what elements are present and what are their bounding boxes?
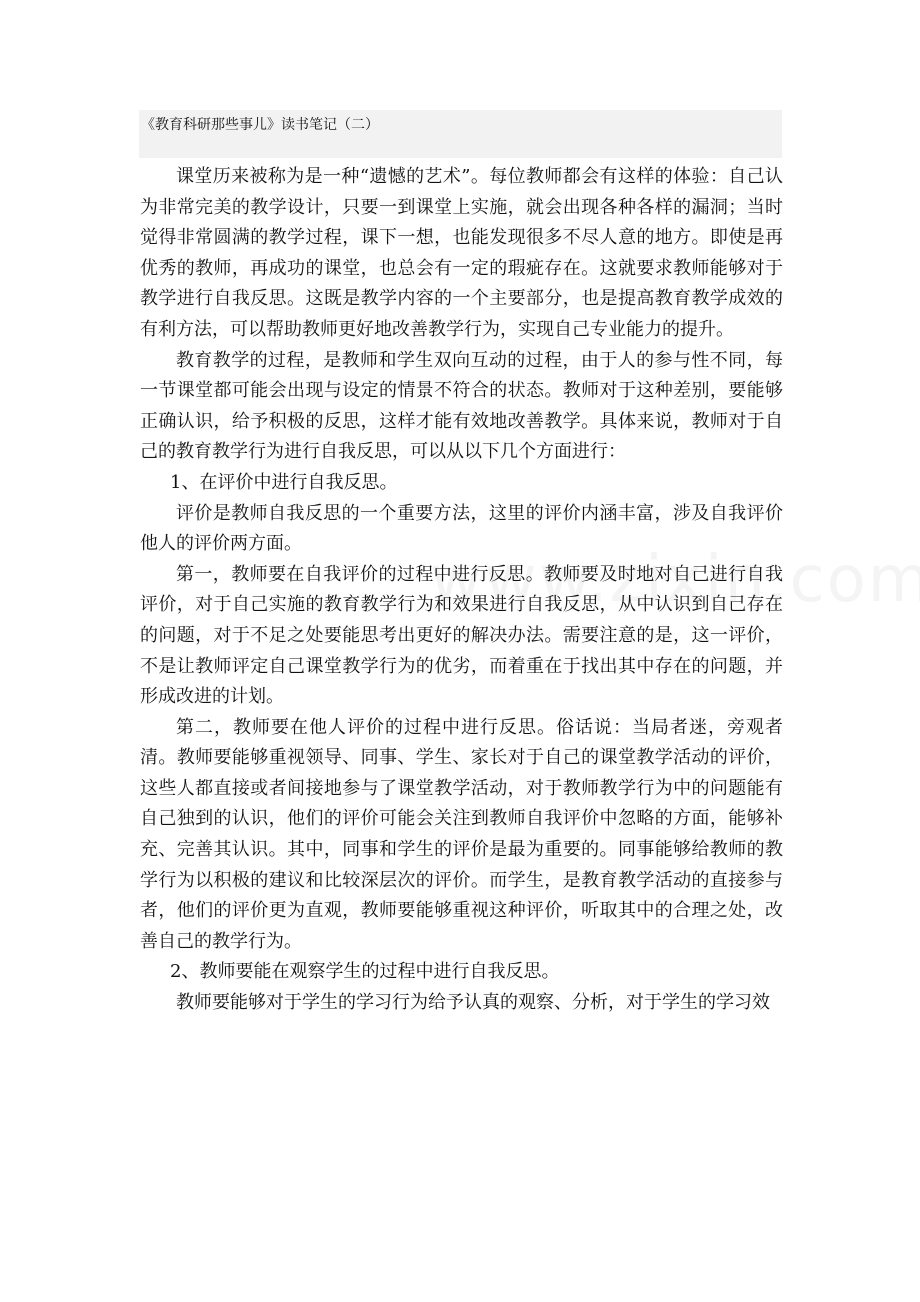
paragraph-evaluation: 评价是教师自我反思的一个重要方法，这里的评价内涵丰富，涉及自我评价他人的评价两方面。 [140, 502, 783, 555]
paragraph-others-evaluation: 第二，教师要在他人评价的过程中进行反思。俗话说：当局者迷，旁观者清。教师要能够重视领导、同事、学生、家长对于自己的课堂教学活动的评价，这些人都直接或者间接地参与了课堂教学活动，对于教师教学行为中的问题能有自己独到的认识，他们的评价可能会关注到教师自我评价中忽略的方面，能够补充、完善其认识。其中，同事和学生的评价是最为重要的。同事能够给教师的教学行为以积极的建议和比较深层次的评价。而学生，是教育教学活动的直接参与者，他们的评价更为直观，教师要能够重视这种评价，听取其中的合理之处，改善自己的教学行为。 [140, 716, 783, 952]
document-title: 《教育科研那些事儿》读书笔记（二） [141, 117, 379, 133]
paragraph-observation: 教师要能够对于学生的学习行为给予认真的观察、分析，对于学生的学习效 [176, 992, 770, 1014]
paragraph-process: 教育教学的过程，是教师和学生双向互动的过程，由于人的参与性不同，每一节课堂都可能会出现与设定的情景不符合的状态。教师对于这种差别，要能够正确认识，给予积极的反思，这样才能有效地改善教学。具体来说，教师对于自己的教育教学行为进行自我反思，可以从以下几个方面进行： [140, 349, 783, 463]
paragraph-self-evaluation: 第一，教师要在自我评价的过程中进行反思。教师要及时地对自己进行自我评价，对于自己实施的教育教学行为和效果进行自我反思，从中认识到自己存在的问题，对于不足之处要能思考出更好的解决办法。需要注意的是，这一评价，不是让教师评定自己课堂教学行为的优劣，而着重在于找出其中存在的问题，并形成改进的计划。 [140, 563, 783, 708]
watermark [430, 548, 920, 612]
section-heading-1: 1、在评价中进行自我反思。 [170, 471, 398, 493]
paragraph-intro: 课堂历来被称为是一种“遗憾的艺术”。每位教师都会有这样的体验：自己认为非常完美的教学设计，只要一到课堂上实施，就会出现各种各样的漏洞；当时觉得非常圆满的教学过程，课下一想，也能发现很多不尽人意的地方。即使是再优秀的教师，再成功的课堂，也总会有一定的瑕疵存在。这就要求教师能够对于教学进行自我反思。这既是教学内容的一个主要部分，也是提高教育教学成效的有利方法，可以帮助教师更好地改善教学行为，实现自己专业能力的提升。 [140, 166, 783, 340]
section-heading-2: 2、教师要能在观察学生的过程中进行自我反思。 [170, 961, 560, 983]
